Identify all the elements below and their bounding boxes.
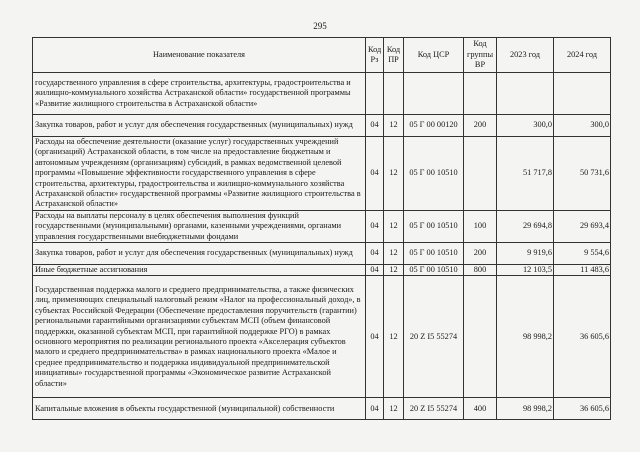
- row-2024: 11 483,6: [554, 265, 611, 276]
- header-2024: 2024 год: [554, 38, 611, 73]
- row-2024: 36 605,6: [554, 398, 611, 420]
- row-pr: [384, 73, 404, 115]
- table-header-row: [33, 38, 611, 73]
- row-rz: [366, 73, 384, 115]
- row-csr: 05 Г 00 10510: [404, 265, 464, 276]
- row-vr: 100: [464, 210, 497, 242]
- row-2023: 98 998,2: [497, 276, 554, 398]
- row-pr: 12: [384, 398, 404, 420]
- row-name: Расходы на выплаты персоналу в целях обеспечения выполнения функций государственными (муниципальными) органами, казенными учреждениями, органами управления государственными внебюджетными фондами: [33, 210, 366, 242]
- row-csr: [404, 73, 464, 115]
- table-row: [33, 398, 611, 420]
- row-rz: 04: [366, 115, 384, 137]
- row-csr: 05 Г 00 10510: [404, 210, 464, 242]
- row-rz: 04: [366, 137, 384, 211]
- table-row: [33, 115, 611, 137]
- page-number: 295: [313, 21, 327, 31]
- row-csr: 20 Z I5 55274: [404, 398, 464, 420]
- header-csr: Код ЦСР: [404, 38, 464, 73]
- header-rz: Код Рз: [366, 38, 384, 73]
- row-pr: 12: [384, 276, 404, 398]
- table-row: [33, 265, 611, 276]
- row-pr: 12: [384, 265, 404, 276]
- row-2024: 9 554,6: [554, 243, 611, 265]
- row-rz: 04: [366, 398, 384, 420]
- row-name: Закупка товаров, работ и услуг для обеспечения государственных (муниципальных) нужд: [33, 115, 366, 137]
- row-2023: 51 717,8: [497, 137, 554, 211]
- row-2024: 300,0: [554, 115, 611, 137]
- row-pr: 12: [384, 210, 404, 242]
- row-2023: 12 103,5: [497, 265, 554, 276]
- row-name: Капитальные вложения в объекты государственной (муниципальной) собственности: [33, 398, 366, 420]
- table-row: [33, 210, 611, 242]
- row-vr: 200: [464, 243, 497, 265]
- row-2023: 98 998,2: [497, 398, 554, 420]
- row-name: Иные бюджетные ассигнования: [33, 265, 366, 276]
- row-vr: 800: [464, 265, 497, 276]
- row-vr: [464, 276, 497, 398]
- row-pr: 12: [384, 115, 404, 137]
- row-name: Государственная поддержка малого и среднего предпринимательства, а также физических лиц, применяющих специальный налоговый режим «Налог на профессиональный доход», в субъектах Российской Федерации (Обеспечение предоставления поручительств (гарантии) региональными гарантийными организациями субъектам МСП (объем финансовой поддержки, оказанной субъектам МСП, при гарантийной поддержке РГО) в рамках основного мероприятия по реализации регионального проекта «Акселерация субъектов малого и среднего предпринимательства» в рамках национального проекта «Малое и среднее предпринимательство и поддержка индивидуальной предпринимательской инициативы» государственной программы «Экономическое развитие Астраханской области»: [33, 276, 366, 398]
- row-pr: 12: [384, 243, 404, 265]
- row-pr: 12: [384, 137, 404, 211]
- row-2024: 50 731,6: [554, 137, 611, 211]
- row-2023: 29 694,8: [497, 210, 554, 242]
- header-vr: Код группы ВР: [464, 38, 497, 73]
- row-vr: 200: [464, 115, 497, 137]
- row-name: Расходы на обеспечение деятельности (оказание услуг) государственных учреждений (организаций) Астраханской области, в том числе на предоставление бюджетным и автономным учреждениям (организациям) субсидий, в рамках ведомственной целевой программы «Повышение эффективности государственного управления в сфере строительства, архитектуры, градостроительства и жилищно-коммунального хозяйства Астраханской области» государственной программы «Развитие жилищного строительства в Астраханской области»: [33, 137, 366, 211]
- table-row: [33, 137, 611, 211]
- header-pr: Код ПР: [384, 38, 404, 73]
- row-2023: 9 919,6: [497, 243, 554, 265]
- row-2023: [497, 73, 554, 115]
- row-csr: 05 Г 00 10510: [404, 137, 464, 211]
- row-vr: [464, 73, 497, 115]
- row-rz: 04: [366, 243, 384, 265]
- table-row: [33, 276, 611, 398]
- row-csr: 05 Г 00 10510: [404, 243, 464, 265]
- row-vr: [464, 137, 497, 211]
- row-rz: 04: [366, 265, 384, 276]
- table-row: [33, 243, 611, 265]
- row-2024: 36 605,6: [554, 276, 611, 398]
- row-2024: [554, 73, 611, 115]
- row-csr: 20 Z I5 55274: [404, 276, 464, 398]
- row-name: государственного управления в сфере строительства, архитектуры, градостроительства и жилищно-коммунального хозяйства Астраханской области» государственной программы «Развитие жилищного строительства в Астраханской области»: [33, 73, 366, 115]
- header-2023: 2023 год: [497, 38, 554, 73]
- row-rz: 04: [366, 276, 384, 398]
- row-2023: 300,0: [497, 115, 554, 137]
- budget-table: [32, 37, 611, 420]
- row-2024: 29 693,4: [554, 210, 611, 242]
- row-csr: 05 Г 00 00120: [404, 115, 464, 137]
- row-name: Закупка товаров, работ и услуг для обеспечения государственных (муниципальных) нужд: [33, 243, 366, 265]
- header-name: Наименование показателя: [33, 38, 366, 73]
- row-vr: 400: [464, 398, 497, 420]
- table-row: [33, 73, 611, 115]
- row-rz: 04: [366, 210, 384, 242]
